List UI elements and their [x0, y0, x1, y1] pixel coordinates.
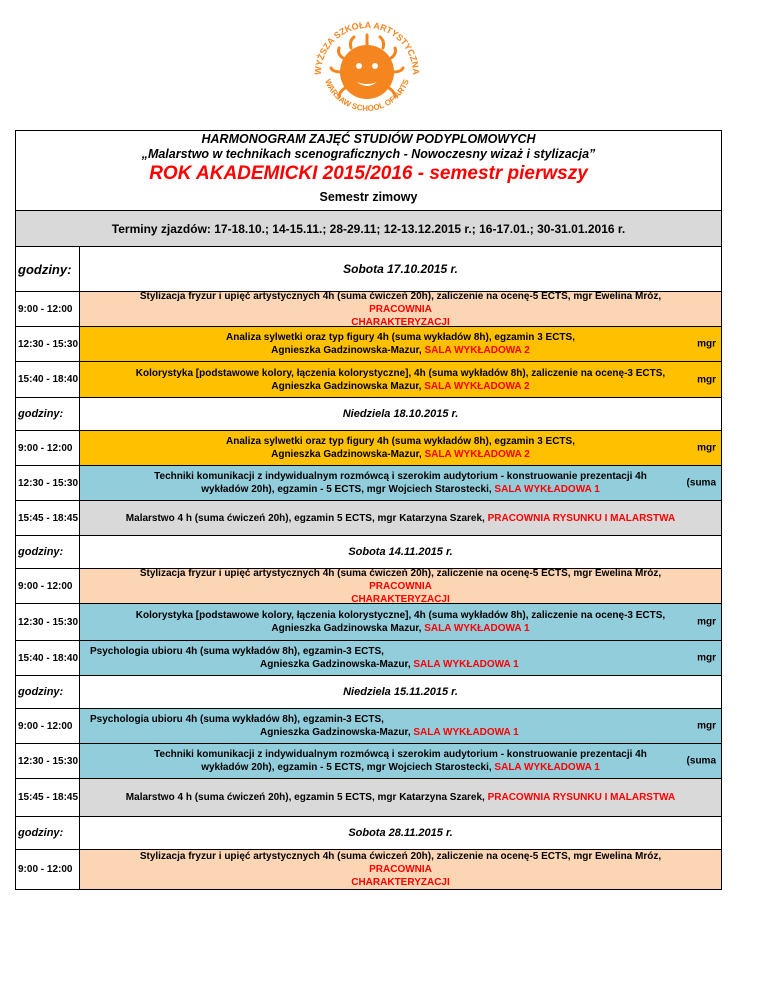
- session-row: [16, 744, 721, 779]
- session-text: [90, 645, 519, 671]
- hours-label: godziny:: [16, 817, 80, 849]
- session-text: [136, 367, 665, 393]
- day-header-row: [16, 817, 721, 850]
- session-text: [154, 748, 647, 774]
- day-header-row: [16, 398, 721, 431]
- lecturer-info: Agnieszka Gadzinowska Mazur,: [271, 623, 425, 634]
- session-time: 15:45 - 18:45: [16, 779, 80, 816]
- hours-label: godziny:: [16, 247, 80, 291]
- session-row: [16, 641, 721, 676]
- session-text: [120, 290, 681, 329]
- hours-label: godziny:: [16, 676, 80, 708]
- session-time: 12:30 - 15:30: [16, 466, 80, 500]
- day-header-row: [16, 247, 721, 292]
- room-name: SALA WYKŁADOWA 1: [413, 659, 519, 670]
- session-description: [80, 744, 721, 778]
- title-fragment: mgr: [697, 616, 716, 628]
- session-description: [80, 501, 721, 535]
- meeting-dates: Terminy zjazdów: 17-18.10.; 14-15.11.; 28-29.11; 12-13.12.2015 r.; 16-17.01.; 30-31.01.2016 r.: [16, 211, 721, 247]
- session-row: [16, 431, 721, 466]
- lecturer-info: Agnieszka Gadzinowska Mazur,: [271, 380, 425, 392]
- room-name: SALA WYKŁADOWA 1: [494, 762, 600, 773]
- course-info: Psychologia ubioru 4h (suma wykładów 8h), egzamin-3 ECTS,: [90, 714, 384, 725]
- lecturer-info: wykładów 20h), egzamin - 5 ECTS, mgr Wojciech Starostecki,: [201, 762, 495, 773]
- session-time: 15:40 - 18:40: [16, 641, 80, 675]
- title-fragment: (suma: [686, 477, 716, 489]
- schedule-rows: [16, 247, 721, 890]
- course-info: Kolorystyka [podstawowe kolory, łączenia kolorystyczne], 4h (suma wykładów 8h), zaliczenie na ocenę-3 ECTS,: [135, 367, 666, 379]
- lecturer-info: Agnieszka Gadzinowska-Mazur,: [260, 727, 414, 738]
- title-fragment: mgr: [697, 338, 716, 350]
- session-text: [120, 567, 681, 606]
- hours-label: godziny:: [16, 536, 80, 568]
- schedule-header: [16, 131, 721, 211]
- svg-text:WYŻSZA SZKOŁA ARTYSTYCZNA: WYŻSZA SZKOŁA ARTYSTYCZNA: [312, 19, 422, 76]
- hours-label: godziny:: [16, 398, 80, 430]
- session-row: [16, 327, 721, 362]
- course-info: Malarstwo 4 h (suma ćwiczeń 20h), egzamin 5 ECTS, mgr Katarzyna Szarek,: [125, 512, 488, 524]
- session-description: [80, 850, 721, 889]
- room-name: PRACOWNIA: [369, 580, 432, 592]
- lecturer-info: wykładów 20h), egzamin - 5 ECTS, mgr Wojciech Starostecki,: [201, 484, 495, 495]
- session-time: 9:00 - 12:00: [16, 292, 80, 326]
- session-row: [16, 569, 721, 604]
- svg-text:WARSAW SCHOOL OF ARTS: WARSAW SCHOOL OF ARTS: [323, 77, 411, 113]
- session-text: [90, 713, 519, 739]
- session-time: 12:30 - 15:30: [16, 744, 80, 778]
- session-time: 9:00 - 12:00: [16, 569, 80, 603]
- session-time: 15:45 - 18:45: [16, 501, 80, 535]
- schedule-title: HARMONOGRAM ZAJĘĆ STUDIÓW PODYPLOMOWYCH: [201, 132, 536, 146]
- session-row: [16, 362, 721, 398]
- session-text: [126, 791, 675, 804]
- session-row: [16, 466, 721, 501]
- day-date: Sobota 14.11.2015 r.: [80, 536, 721, 568]
- room-name: CHARAKTERYZACJI: [351, 877, 450, 888]
- day-date: Sobota 17.10.2015 r.: [80, 247, 721, 291]
- course-info: Analiza sylwetki oraz typ figury 4h (suma wykładów 8h), egzamin 3 ECTS,: [226, 436, 575, 447]
- session-description: [80, 779, 721, 816]
- room-name: SALA WYKŁADOWA 2: [424, 449, 530, 460]
- session-row: [16, 604, 721, 641]
- room-name: SALA WYKŁADOWA 1: [413, 727, 519, 738]
- semester-label: Semestr zimowy: [319, 190, 418, 204]
- session-description: [80, 466, 721, 500]
- course-info: Techniki komunikacji z indywidualnym rozmówcą i szerokim audytorium - konstruowanie prezentacji 4h: [154, 471, 647, 482]
- day-header-row: [16, 676, 721, 709]
- room-name: CHARAKTERYZACJI: [351, 593, 450, 605]
- session-time: 9:00 - 12:00: [16, 431, 80, 465]
- schedule-table: [15, 130, 722, 890]
- session-row: [16, 292, 721, 327]
- lecturer-info: Agnieszka Gadzinowska-Mazur,: [260, 659, 414, 670]
- session-text: [136, 609, 665, 635]
- session-time: 9:00 - 12:00: [16, 709, 80, 743]
- room-name: SALA WYKŁADOWA 2: [424, 380, 530, 392]
- course-info: Psychologia ubioru 4h (suma wykładów 8h), egzamin-3 ECTS,: [90, 646, 384, 657]
- session-description: [80, 292, 721, 326]
- session-time: 15:40 - 18:40: [16, 362, 80, 397]
- title-fragment: mgr: [697, 374, 716, 385]
- lecturer-info: Agnieszka Gadzinowska-Mazur,: [271, 345, 425, 356]
- title-fragment: mgr: [697, 720, 716, 732]
- room-name: SALA WYKŁADOWA 1: [494, 484, 600, 495]
- room-name: PRACOWNIA: [369, 303, 432, 315]
- course-info: Kolorystyka [podstawowe kolory, łączenia kolorystyczne], 4h (suma wykładów 8h), zaliczenie na ocenę-3 ECTS,: [135, 610, 666, 621]
- session-row: [16, 709, 721, 744]
- room-name: SALA WYKŁADOWA 1: [424, 623, 530, 634]
- room-name: PRACOWNIA: [369, 864, 432, 875]
- school-logo: [307, 10, 427, 130]
- session-text: [226, 435, 575, 461]
- course-info: Stylizacja fryzur i upięć artystycznych 4h (suma ćwiczeń 20h), zaliczenie na ocenę-5 ECTS, mgr Ewelina Mróz,: [139, 567, 662, 579]
- room-name: PRACOWNIA RYSUNKU I MALARSTWA: [487, 792, 676, 803]
- session-row: [16, 850, 721, 890]
- session-description: [80, 641, 721, 675]
- session-row: [16, 779, 721, 817]
- session-text: [126, 512, 675, 525]
- course-info: Stylizacja fryzur i upięć artystycznych 4h (suma ćwiczeń 20h), zaliczenie na ocenę-5 ECTS, mgr Ewelina Mróz,: [139, 290, 662, 302]
- day-header-row: [16, 536, 721, 569]
- title-fragment: (suma: [686, 755, 716, 767]
- course-info: Analiza sylwetki oraz typ figury 4h (suma wykładów 8h), egzamin 3 ECTS,: [226, 332, 575, 343]
- room-name: SALA WYKŁADOWA 2: [424, 345, 530, 356]
- session-text: [226, 331, 575, 357]
- room-name: CHARAKTERYZACJI: [351, 316, 450, 328]
- course-info: Malarstwo 4 h (suma ćwiczeń 20h), egzamin 5 ECTS, mgr Katarzyna Szarek,: [125, 792, 488, 803]
- title-fragment: mgr: [697, 652, 716, 664]
- session-description: [80, 569, 721, 603]
- academic-year: ROK AKADEMICKI 2015/2016 - semestr pierwszy: [149, 163, 588, 184]
- course-info: Stylizacja fryzur i upięć artystycznych 4h (suma ćwiczeń 20h), zaliczenie na ocenę-5 ECTS, mgr Ewelina Mróz,: [139, 851, 662, 862]
- session-description: [80, 431, 721, 465]
- session-row: [16, 501, 721, 536]
- session-description: [80, 604, 721, 640]
- session-text: [120, 850, 681, 889]
- day-date: Niedziela 18.10.2015 r.: [80, 398, 721, 430]
- program-name: „Malarstwo w technikach scenograficznych - Nowoczesny wizaż i stylizacja”: [141, 147, 596, 161]
- day-date: Niedziela 15.11.2015 r.: [80, 676, 721, 708]
- session-description: [80, 362, 721, 397]
- session-time: 12:30 - 15:30: [16, 327, 80, 361]
- title-fragment: mgr: [697, 442, 716, 454]
- session-description: [80, 709, 721, 743]
- session-time: 12:30 - 15:30: [16, 604, 80, 640]
- session-description: [80, 327, 721, 361]
- room-name: PRACOWNIA RYSUNKU I MALARSTWA: [487, 512, 676, 524]
- lecturer-info: Agnieszka Gadzinowska-Mazur,: [271, 449, 425, 460]
- course-info: Techniki komunikacji z indywidualnym rozmówcą i szerokim audytorium - konstruowanie prezentacji 4h: [154, 749, 647, 760]
- session-text: [154, 470, 647, 496]
- session-time: 9:00 - 12:00: [16, 850, 80, 889]
- day-date: Sobota 28.11.2015 r.: [80, 817, 721, 849]
